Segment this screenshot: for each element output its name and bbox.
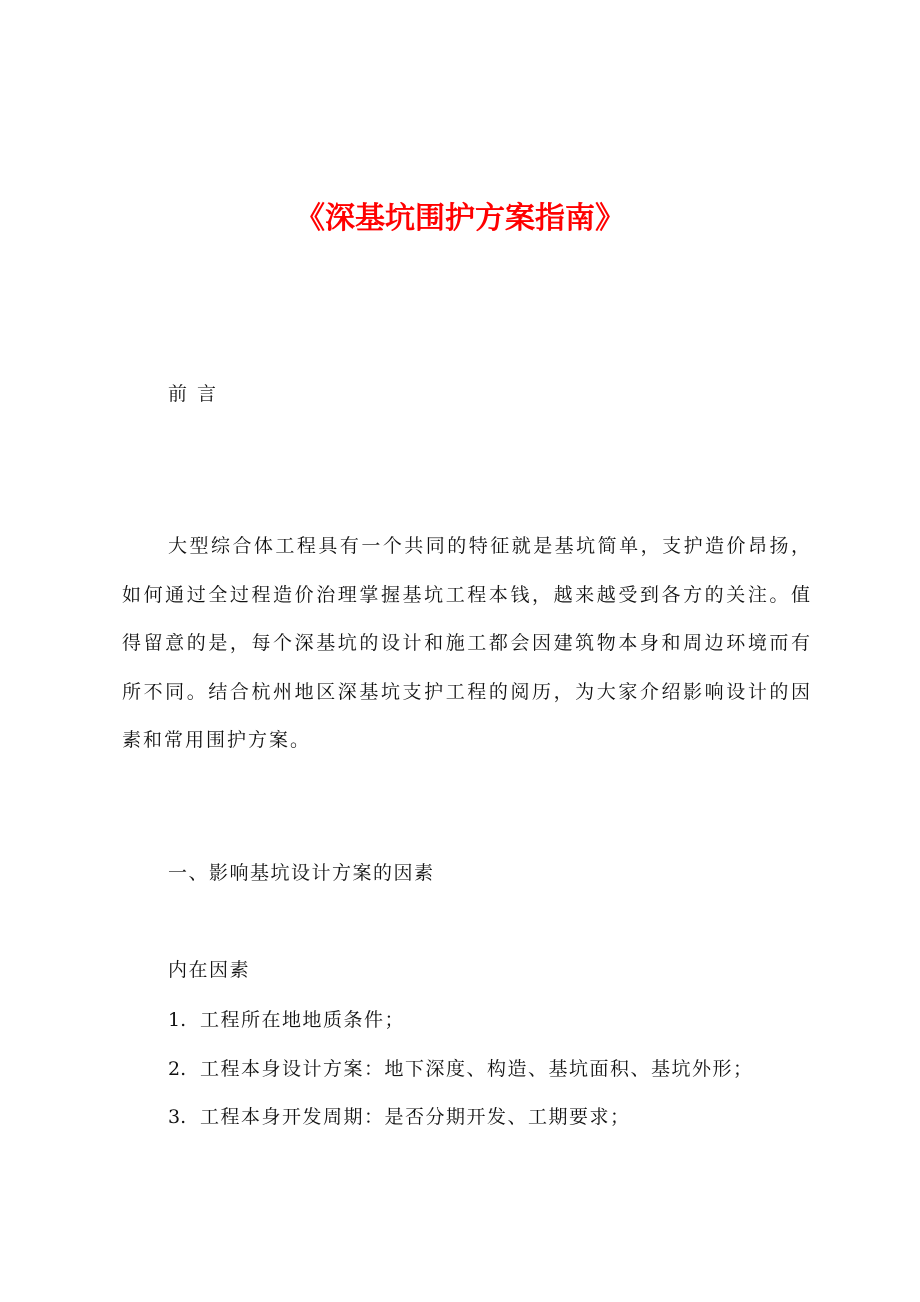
section-heading-factors: 一、影响基坑设计方案的因素 [168, 862, 435, 884]
document-title: 《深基坑围护方案指南》 [295, 201, 625, 236]
list-item [168, 1005, 754, 1054]
internal-factors-list [168, 1005, 754, 1151]
list-item-text: 工程所在地地质条件； [200, 1009, 406, 1031]
intro-paragraph: 大型综合体工程具有一个共同的特征就是基坑简单，支护造价昂扬，如何通过全过程造价治理掌握基坑工程本钱，越来越受到各方的关注。值得留意的是，每个深基坑的设计和施工都会因建筑物本身和周边环境而有所不同。结合杭州地区深基坑支护工程的阅历，为大家介绍影响设计的因素和常用围护方案。 [122, 535, 812, 751]
list-item-number: 2. [168, 1057, 187, 1080]
list-item-number: 3. [168, 1106, 187, 1128]
list-item [168, 1054, 754, 1103]
preface-heading: 前言 [168, 383, 227, 405]
list-item-text: 工程本身设计方案：地下深度、构造、基坑面积、基坑外形； [200, 1057, 754, 1080]
list-item [168, 1102, 754, 1151]
internal-factors-heading: 内在因素 [168, 959, 251, 981]
list-item-number: 1. [168, 1009, 187, 1031]
list-item-text: 工程本身开发周期：是否分期开发、工期要求； [200, 1106, 631, 1128]
